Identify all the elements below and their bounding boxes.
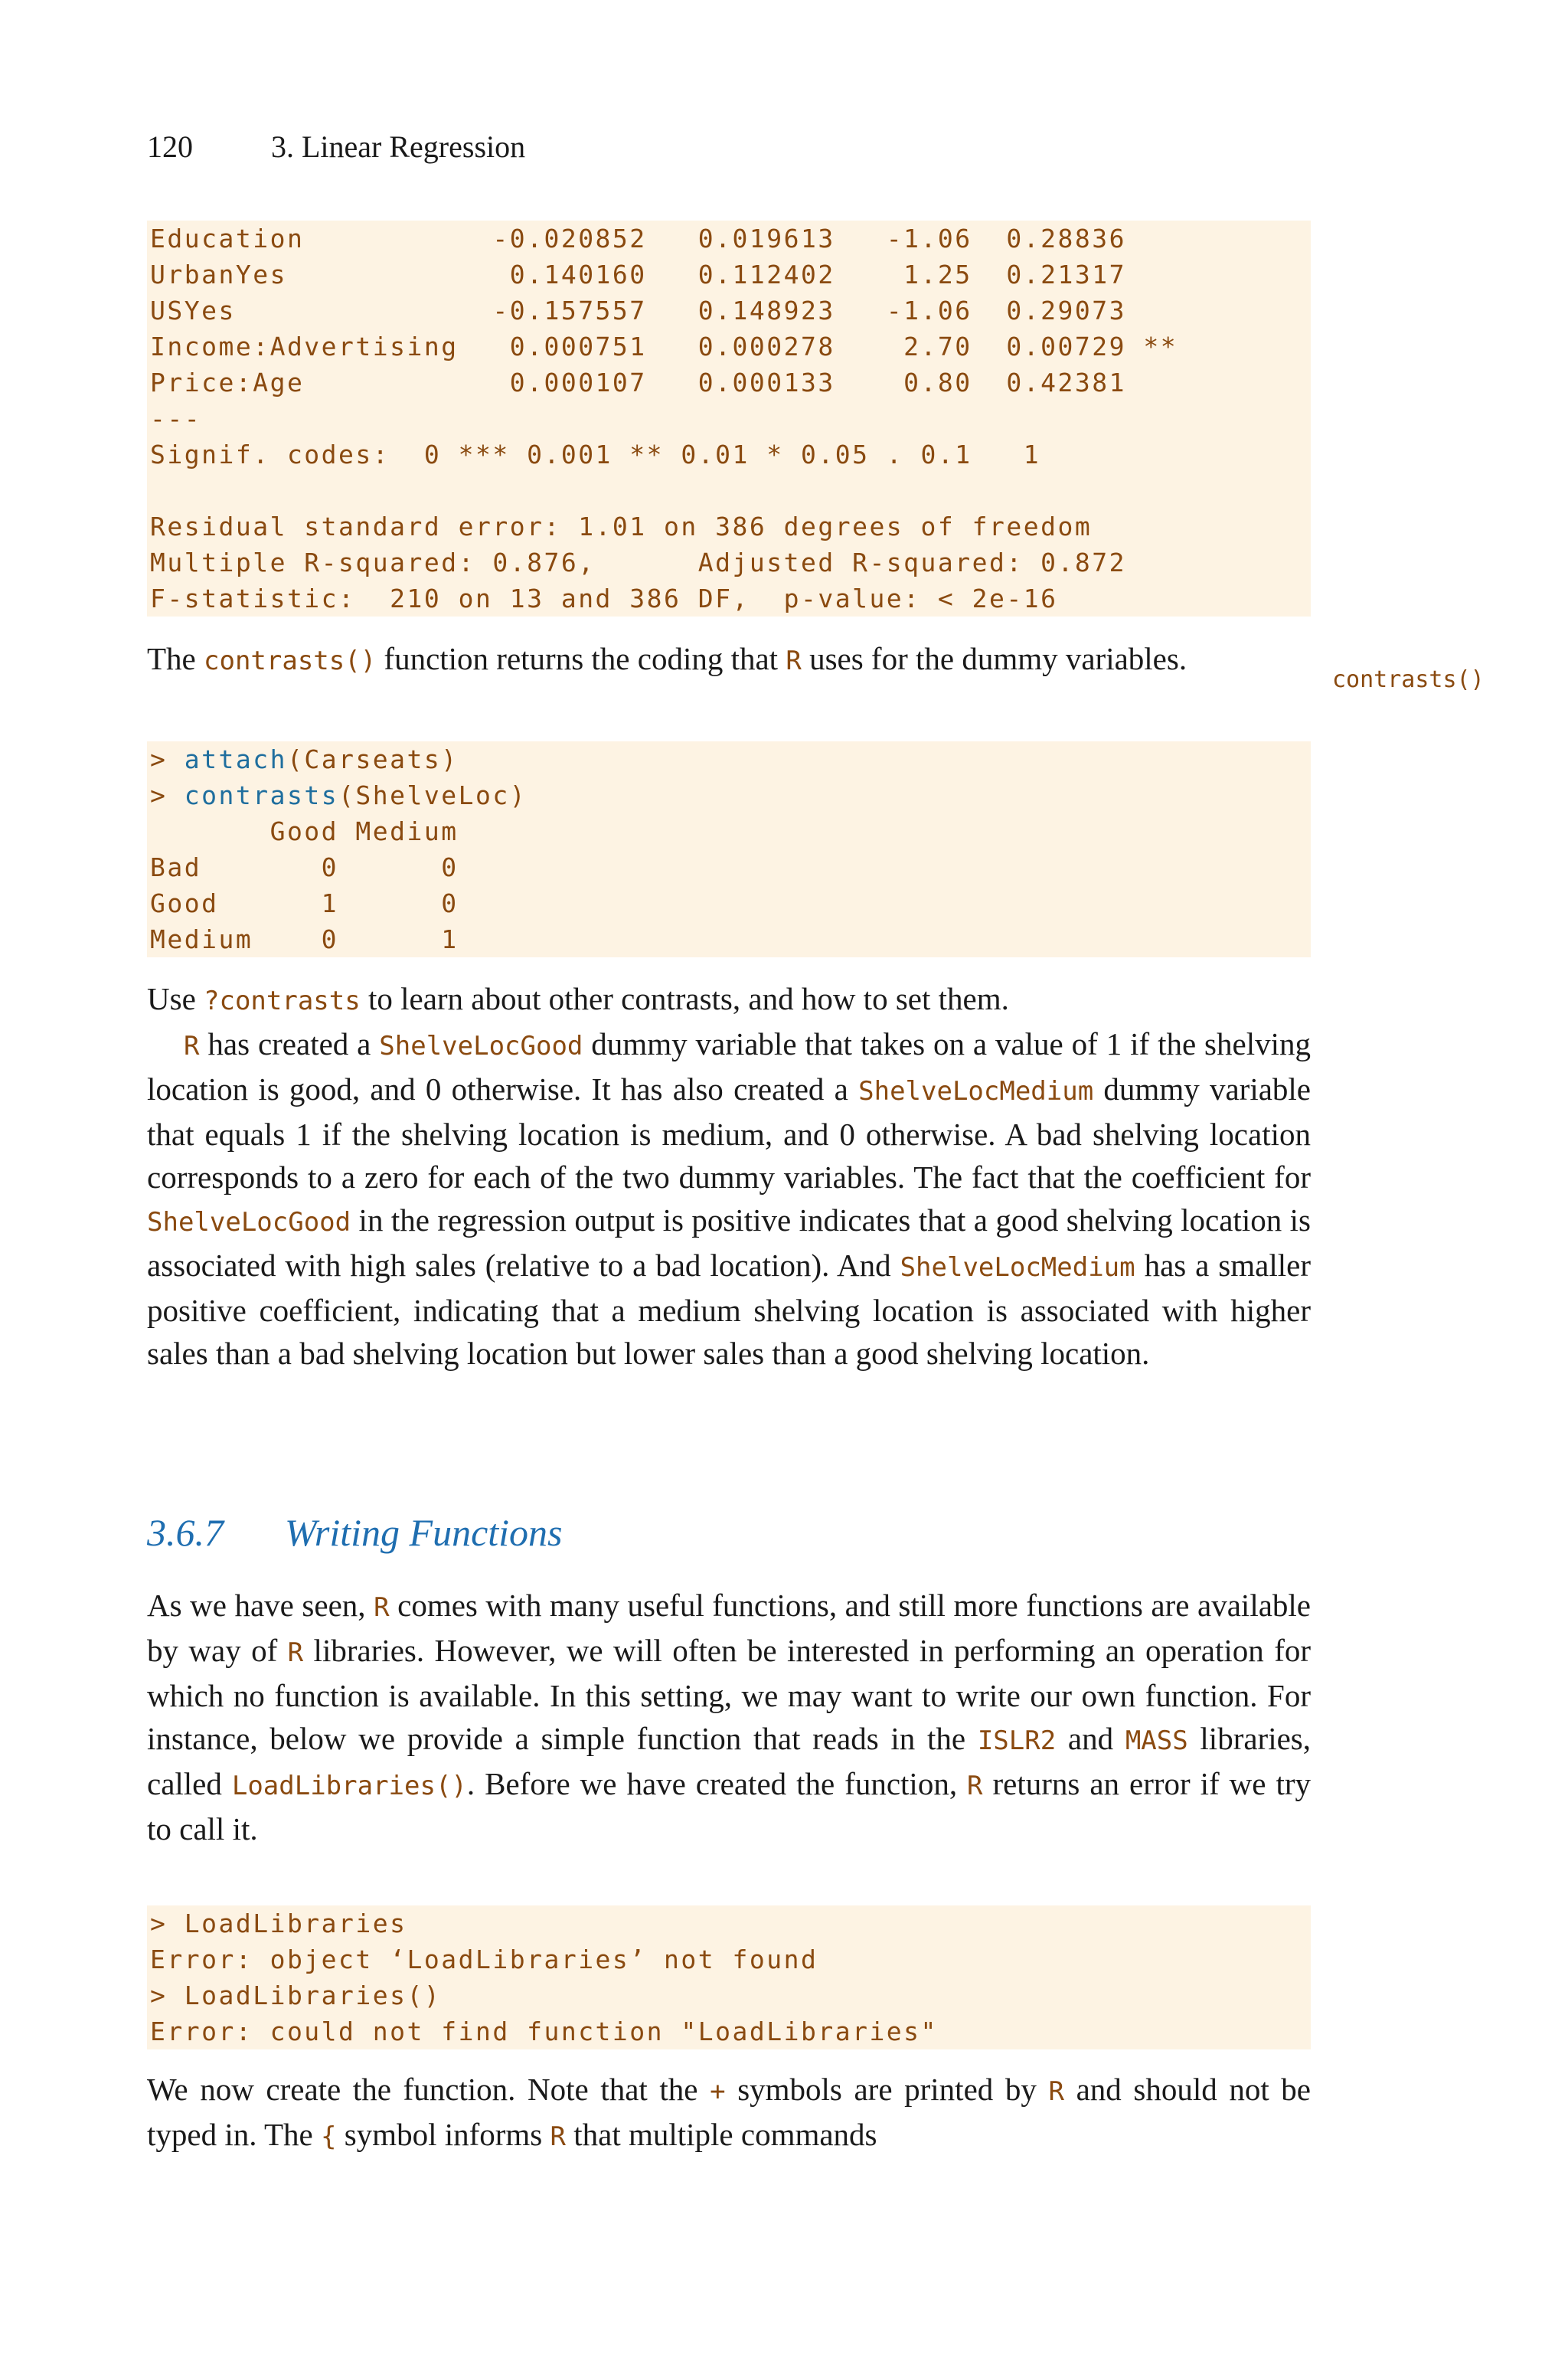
regression-output-code-block [147, 221, 1311, 617]
inline-code: ShelveLocGood [379, 1031, 583, 1061]
inline-code: R [550, 2121, 566, 2152]
code-line: > attach(Carseats) [150, 744, 459, 774]
inline-code: R [967, 1771, 983, 1801]
code-line: Price:Age 0.000107 0.000133 0.80 0.42381 [150, 368, 1126, 397]
inline-code: ISLR2 [977, 1725, 1057, 1756]
code-line: Error: object ‘LoadLibraries’ not found [150, 1945, 818, 1974]
chapter-title: 3. Linear Regression [271, 129, 526, 164]
paragraph-contrasts: The contrasts() function returns the coding that R uses for the dummy variables. [147, 641, 1187, 676]
inline-code: ShelveLocMedium [858, 1076, 1094, 1107]
inline-code: ?contrasts [204, 986, 361, 1016]
running-header [147, 129, 525, 165]
code-line: UrbanYes 0.140160 0.112402 1.25 0.21317 [150, 260, 1126, 289]
section-title: Writing Functions [285, 1511, 563, 1554]
inline-code: R [786, 646, 802, 676]
code-line: USYes -0.157557 0.148923 -1.06 0.29073 [150, 296, 1126, 325]
code-line: > LoadLibraries() [150, 1981, 442, 2010]
inline-code: { [320, 2121, 337, 2152]
code-line: Income:Advertising 0.000751 0.000278 2.70 0.00729 ** [150, 332, 1178, 361]
paragraph-writing-functions: As we have seen, R comes with many useful functions, and still more functions are available by way of R libraries. However, we will often be interested in performing an operation for which no function is available. In this setting, we may want to write our own function. For instance, below we provide a simple function that reads in the ISLR2 and MASS libraries, called LoadLibraries(). Before we have created the function, R returns an error if we try to call it. [147, 1588, 1311, 1846]
inline-code: MASS [1125, 1725, 1188, 1756]
function-name: attach [184, 744, 287, 774]
code-line: Residual standard error: 1.01 on 386 degrees of freedom [150, 512, 1093, 541]
inline-code: R [374, 1592, 390, 1623]
section-number: 3.6.7 [147, 1511, 224, 1554]
inline-code: + [710, 2076, 726, 2107]
code-line: Good 1 0 [150, 888, 459, 918]
margin-note: contrasts() [1332, 666, 1485, 693]
code-line: --- [150, 404, 202, 433]
code-line: > contrasts(ShelveLoc) [150, 780, 528, 810]
function-name: contrasts [184, 780, 339, 810]
load-libraries-error-code-block [147, 1905, 1311, 2049]
paragraph-create-function: We now create the function. Note that the + symbols are printed by R and should not be typed in. The { symbol informs R that multiple commands [147, 2072, 1312, 2152]
code-line: Medium 0 1 [150, 924, 459, 954]
code-line: Good Medium [150, 816, 459, 846]
section-heading [147, 1510, 563, 1555]
code-line: Multiple R-squared: 0.876, Adjusted R-squared: 0.872 [150, 548, 1126, 577]
inline-code: LoadLibraries() [231, 1771, 467, 1801]
code-line: Education -0.020852 0.019613 -1.06 0.28836 [150, 224, 1126, 254]
inline-code: ShelveLocGood [147, 1207, 351, 1238]
inline-code: contrasts() [204, 646, 377, 676]
inline-code: R [287, 1637, 304, 1668]
code-line: Signif. codes: 0 *** 0.001 ** 0.01 * 0.05 . 0.1 1 [150, 440, 1041, 469]
code-line: F-statistic: 210 on 13 and 386 DF, p-value: < 2e-16 [150, 584, 1058, 613]
code-line [150, 473, 1311, 509]
contrasts-code-block [147, 741, 1311, 957]
code-line: Bad 0 0 [150, 852, 459, 882]
paragraph-shelveloc: Use ?contrasts to learn about other contrasts, and how to set them. R has created a ShelveLocGood dummy variable that takes on a value of 1 if the shelving location is good, and 0 otherwise. It has also created a ShelveLocMedium dummy variable that equals 1 if the shelving location is medium, and 0 otherwise. A bad shelving location corresponds to a zero for each of the two dummy variables. The fact that the coefficient for ShelveLocGood in the regression output is positive indicates that a good shelving location is associated with high sales (relative to a bad location). And ShelveLocMedium has a smaller positive coefficient, indicating that a medium shelving location is associated with higher sales than a bad shelving location but lower sales than a good shelving location. [147, 981, 1311, 1371]
inline-code: R [1048, 2076, 1064, 2107]
page-number: 120 [147, 129, 193, 164]
code-line: Error: could not find function "LoadLibraries" [150, 2017, 938, 2046]
code-line: > LoadLibraries [150, 1909, 407, 1938]
inline-code: R [184, 1031, 200, 1061]
inline-code: ShelveLocMedium [900, 1252, 1135, 1283]
